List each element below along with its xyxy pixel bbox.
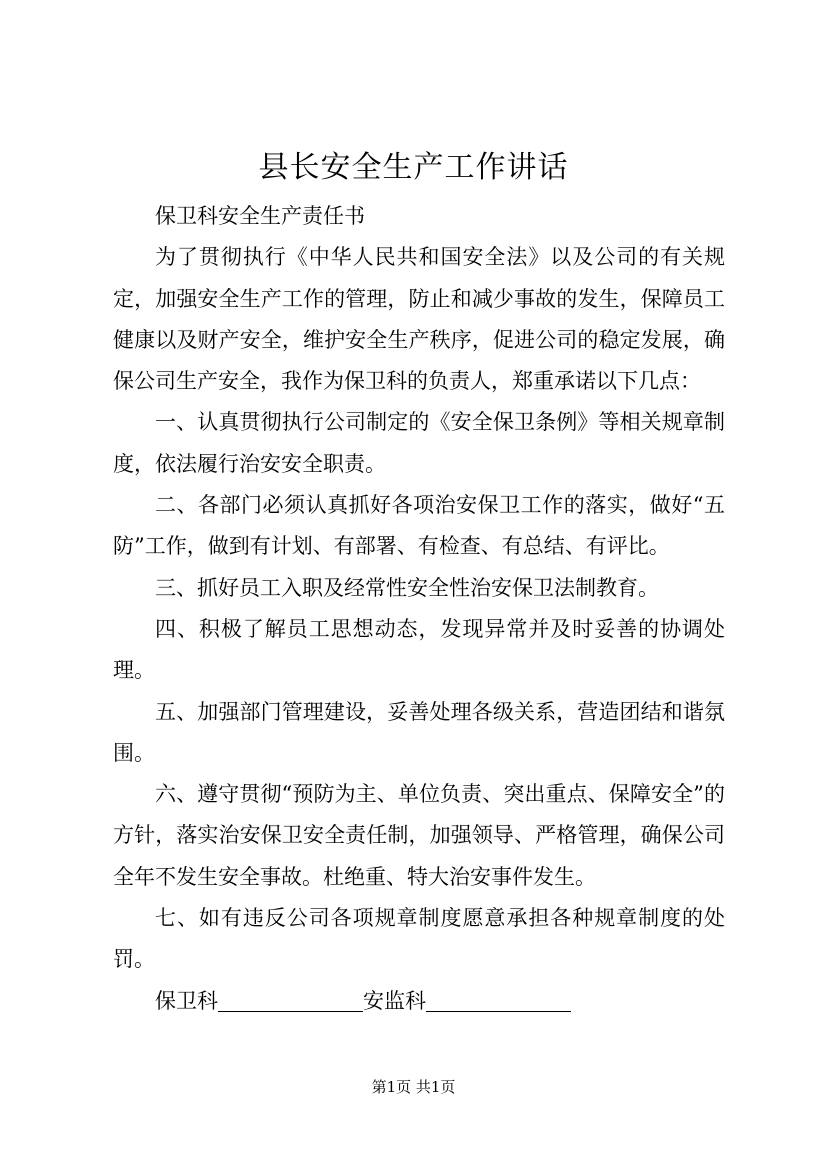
signature-line <box>113 981 725 1022</box>
clause-6-paragraph: 六、遵守贯彻“预防为主、单位负责、突出重点、保障安全”的方针，落实治安保卫安全责任制，加强领导、严格管理，确保公司全年不发生安全事故。杜绝重、特大治安事件发生。 <box>113 782 725 889</box>
clause-4-paragraph: 四、积极了解员工思想动态，发现异常并及时妥善的协调处理。 <box>113 616 725 683</box>
clause-2-paragraph: 二、各部门必须认真抓好各项治安保卫工作的落实，做好“五防”工作，做到有计划、有部署、有检查、有总结、有评比。 <box>113 493 725 559</box>
document-subtitle: 保卫科安全生产责任书 <box>155 204 365 228</box>
clause-5-paragraph: 五、加强部门管理建设，妥善处理各级关系，营造团结和谐氛围。 <box>113 699 725 765</box>
clause-7-paragraph: 七、如有违反公司各项规章制度愿意承担各种规章制度的处罚。 <box>113 906 725 972</box>
signature-blank-safety <box>426 989 571 1012</box>
clause-3-paragraph: 三、抓好员工入职及经常性安全性治安保卫法制教育。 <box>155 575 659 600</box>
document-body <box>113 196 725 1022</box>
clause-1-paragraph: 一、认真贯彻执行公司制定的《安全保卫条例》等相关规章制度，依法履行治安安全职责。 <box>113 410 725 476</box>
signature-label-security: 保卫科 <box>155 988 218 1013</box>
document-title: 县长安全生产工作讲话 <box>258 150 569 185</box>
intro-paragraph: 为了贯彻执行《中华人民共和国安全法》以及公司的有关规定，加强安全生产工作的管理，防止和减少事故的发生，保障员工健康以及财产安全，维护安全生产秩序，促进公司的稳定发展，确保公司生产安全，我作为保卫科的负责人，郑重承诺以下几点： <box>113 245 725 394</box>
signature-blank-security <box>218 989 363 1012</box>
signature-label-safety: 安监科 <box>363 988 426 1013</box>
page-footer: 第1页 共1页 <box>371 1078 456 1096</box>
